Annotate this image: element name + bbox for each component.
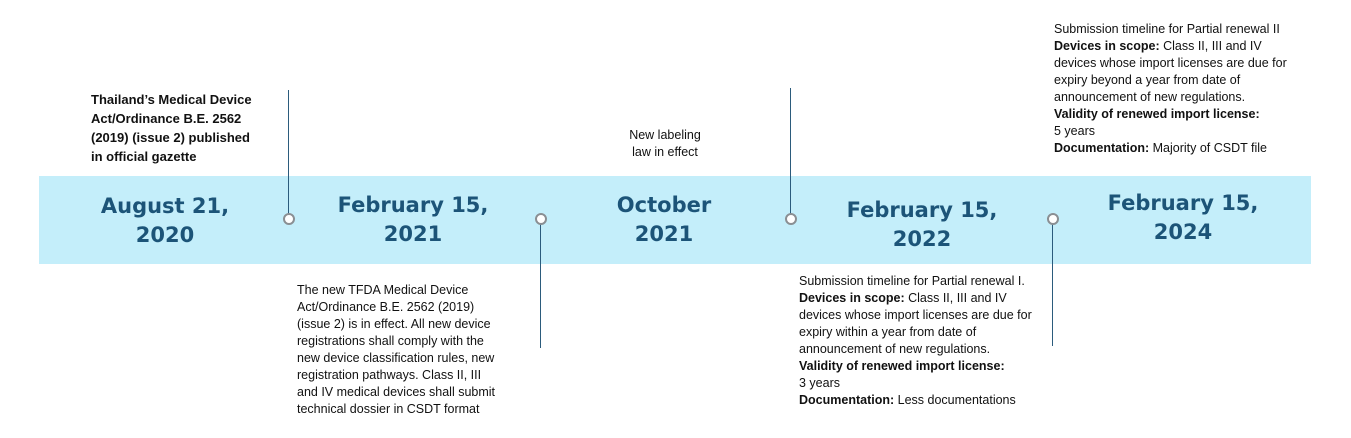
note-act-published: Thailand’s Medical Device Act/Ordinance B.E. 2562 (2019) (issue 2) published in official gazette xyxy=(91,92,252,164)
note-partial-renewal-1: Submission timeline for Partial renewal I. Devices in scope: Class II, III and IV devices whose import licenses are due for expiry within a year from date of announcement of new regulations. Validity of renewed import license: 3 years Documentation: Less documentations xyxy=(799,274,1032,407)
note-labeling-law: New labeling law in effect xyxy=(629,128,701,159)
scope-label: Devices in scope: xyxy=(799,291,905,305)
milestone-date-feb-2021: February 15, 2021 xyxy=(337,193,489,246)
connector-act-published xyxy=(288,90,289,218)
doc-label: Documentation: xyxy=(799,393,895,407)
timeline-node xyxy=(1047,213,1059,225)
milestone-date-feb-2024: February 15, 2024 xyxy=(1107,191,1259,244)
milestone-date-oct-2021: October 2021 xyxy=(616,193,712,246)
connector-ordinance-in-effect xyxy=(540,218,541,348)
connector-labeling-law xyxy=(790,88,791,218)
note-partial-renewal-2: Submission timeline for Partial renewal II Devices in scope: Class II, III and IV devices whose import licenses are due for expiry beyond a year from date of announcement of new regulations. Validity of renewed import license: 5 years Documentation: Majority of CSDT file xyxy=(1054,22,1287,155)
milestone-date-aug-2020: August 21, 2020 xyxy=(100,194,230,247)
timeline-node xyxy=(535,213,547,225)
note-ordinance-in-effect: The new TFDA Medical Device Act/Ordinance B.E. 2562 (2019) (issue 2) is in effect. All new device registrations shall comply with the new device classification rules, new registration pathways. Class II, III and IV medical devices shall submit technical dossier in CSDT format xyxy=(297,283,496,416)
doc-label: Documentation: xyxy=(1054,141,1150,155)
milestone-date-feb-2022: February 15, 2022 xyxy=(846,198,998,251)
timeline-node xyxy=(785,213,797,225)
timeline-node xyxy=(283,213,295,225)
scope-label: Devices in scope: xyxy=(1054,39,1160,53)
connector-partial-renewal-1 xyxy=(1052,218,1053,346)
